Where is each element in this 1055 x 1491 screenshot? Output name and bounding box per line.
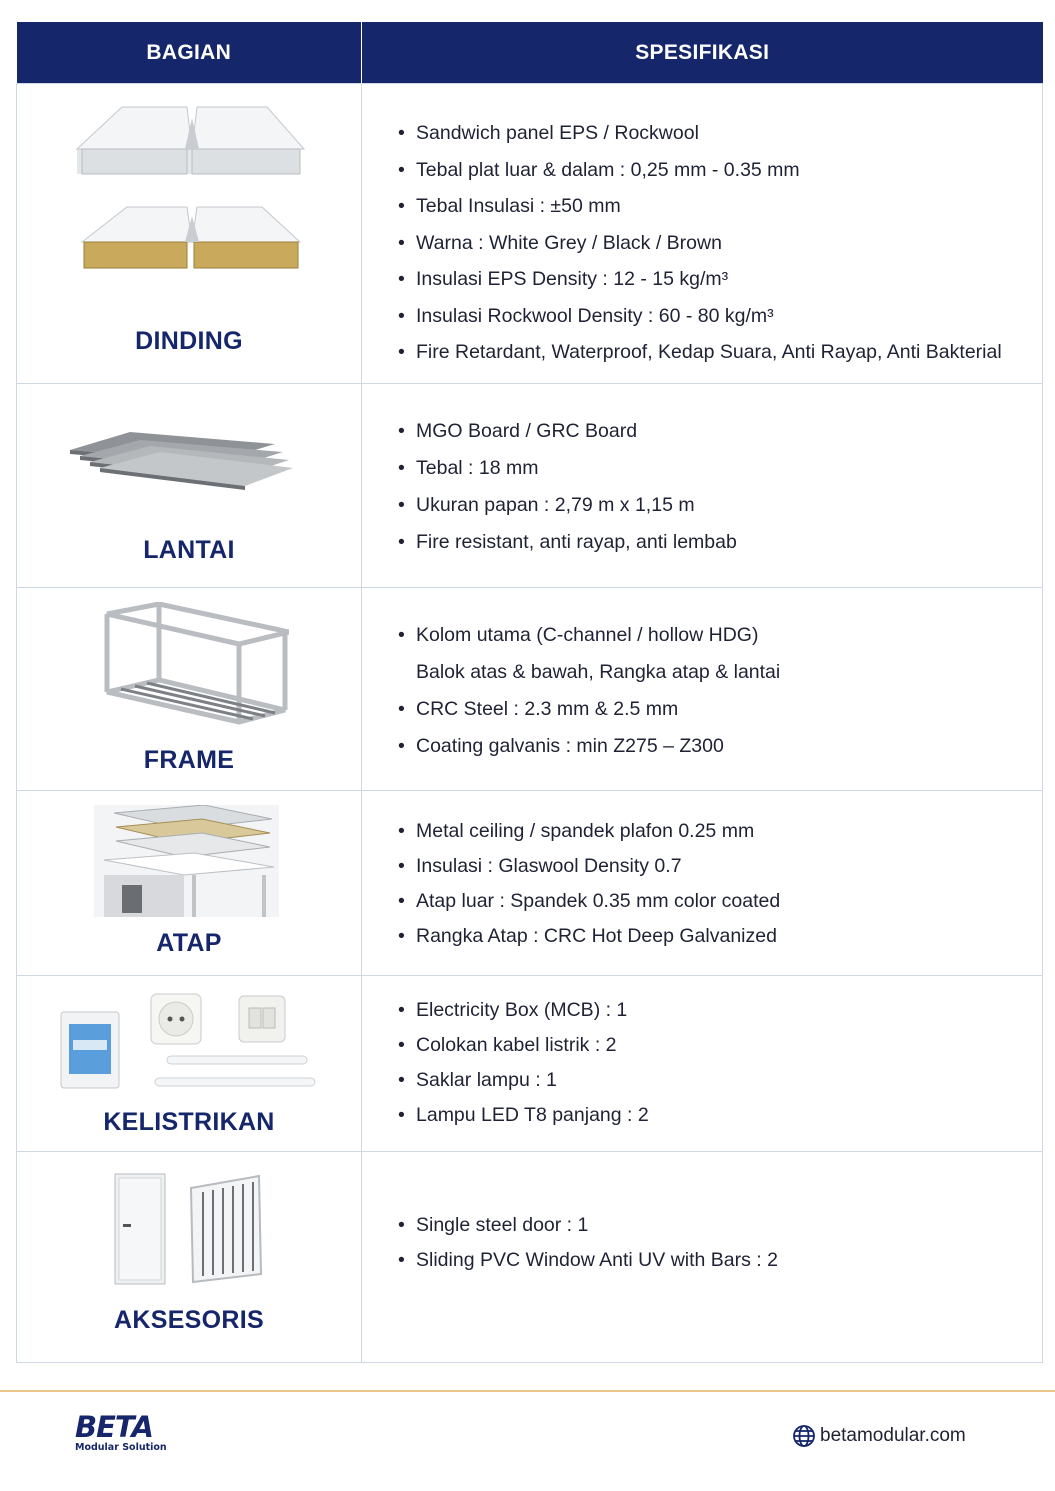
list-item: Balok atas & bawah, Rangka atap & lantai (416, 661, 781, 683)
list-item: • Warna : White Grey / Black / Brown (398, 225, 1042, 262)
list-item: • Atap luar : Spandek 0.35 mm color coated (398, 884, 1042, 919)
spec-list-kelistrikan (362, 976, 1042, 1133)
list-item: • Tebal Insulasi : ±50 mm (398, 188, 1042, 225)
spec-cell-atap (362, 791, 1043, 976)
list-item: • Coating galvanis : min Z275 – Z300 (398, 728, 1042, 765)
header-part: BAGIAN (17, 22, 362, 84)
spec-list-aksesoris (362, 1152, 1042, 1278)
list-item: • Electricity Box (MCB) : 1 (398, 993, 1042, 1028)
table-header-row (17, 22, 1043, 84)
part-name-aksesoris: AKSESORIS (114, 1306, 264, 1334)
list-item: • Insulasi EPS Density : 12 - 15 kg/m³ (398, 261, 1042, 298)
part-cell-lantai (17, 384, 362, 588)
steel-frame-image (99, 602, 289, 727)
part-cell-aksesoris (17, 1152, 362, 1363)
spec-cell-lantai (362, 384, 1043, 588)
spec-cell-dinding (362, 84, 1043, 384)
header-spec: SPESIFIKASI (362, 22, 1043, 84)
roof-layers-image (94, 805, 279, 917)
list-item: • Sandwich panel EPS / Rockwool (398, 115, 1042, 152)
list-item: • Colokan kabel listrik : 2 (398, 1028, 1042, 1063)
part-name-atap: ATAP (156, 929, 222, 957)
table-row-atap (17, 791, 1043, 976)
table-row-lantai (17, 384, 1043, 588)
spec-list-dinding (362, 84, 1042, 371)
list-item: • CRC Steel : 2.3 mm & 2.5 mm (398, 691, 1042, 728)
part-cell-dinding (17, 84, 362, 384)
electrical-components-image (57, 990, 317, 1096)
list-item: • Tebal plat luar & dalam : 0,25 mm - 0.35 mm (398, 152, 1042, 189)
list-item: • MGO Board / GRC Board (398, 413, 1042, 450)
list-item: • Fire resistant, anti rayap, anti lembab (398, 524, 1042, 561)
part-cell-atap (17, 791, 362, 976)
part-cell-frame (17, 588, 362, 791)
list-item: • Single steel door : 1 (398, 1208, 1042, 1243)
part-name-lantai: LANTAI (143, 536, 235, 564)
website-text[interactable]: betamodular.com (820, 1425, 966, 1446)
spec-cell-aksesoris (362, 1152, 1043, 1363)
table-row-frame (17, 588, 1043, 791)
logo-tagline: Modular Solution (75, 1442, 167, 1453)
table-row-aksesoris (17, 1152, 1043, 1363)
website-link[interactable] (792, 1424, 966, 1448)
list-item: • Insulasi : Glaswool Density 0.7 (398, 849, 1042, 884)
list-item: • Insulasi Rockwool Density : 60 - 80 kg/m³ (398, 298, 1042, 335)
logo-wordmark: BETA (75, 1410, 153, 1444)
list-item: • Tebal : 18 mm (398, 450, 1042, 487)
table-row-dinding (17, 84, 1043, 384)
list-item: • Kolom utama (C-channel / hollow HDG) (398, 617, 1042, 654)
footer-divider (0, 1390, 1055, 1392)
sandwich-panel-image (72, 104, 307, 274)
globe-icon (792, 1424, 816, 1448)
specification-table (16, 22, 1043, 1363)
door-window-image (111, 1170, 271, 1288)
spec-list-atap (362, 791, 1042, 954)
list-item: • Ukuran papan : 2,79 m x 1,15 m (398, 487, 1042, 524)
list-item: • Fire Retardant, Waterproof, Kedap Suara, Anti Rayap, Anti Bakterial (398, 334, 1042, 371)
spec-cell-frame (362, 588, 1043, 791)
part-name-dinding: DINDING (135, 327, 243, 355)
spec-cell-kelistrikan (362, 976, 1043, 1152)
floor-board-image (65, 422, 295, 497)
list-item: • Rangka Atap : CRC Hot Deep Galvanized (398, 919, 1042, 954)
part-cell-kelistrikan (17, 976, 362, 1152)
list-item: • Metal ceiling / spandek plafon 0.25 mm (398, 814, 1042, 849)
table-row-kelistrikan (17, 976, 1043, 1152)
part-name-frame: FRAME (143, 746, 235, 774)
list-item: • Saklar lampu : 1 (398, 1063, 1042, 1098)
spec-list-frame (362, 588, 1042, 765)
list-item: • Sliding PVC Window Anti UV with Bars : 2 (398, 1243, 1042, 1278)
part-name-kelistrikan: KELISTRIKAN (103, 1108, 275, 1136)
beta-logo (75, 1412, 167, 1454)
spec-list-lantai (362, 384, 1042, 561)
list-item: • Lampu LED T8 panjang : 2 (398, 1098, 1042, 1133)
